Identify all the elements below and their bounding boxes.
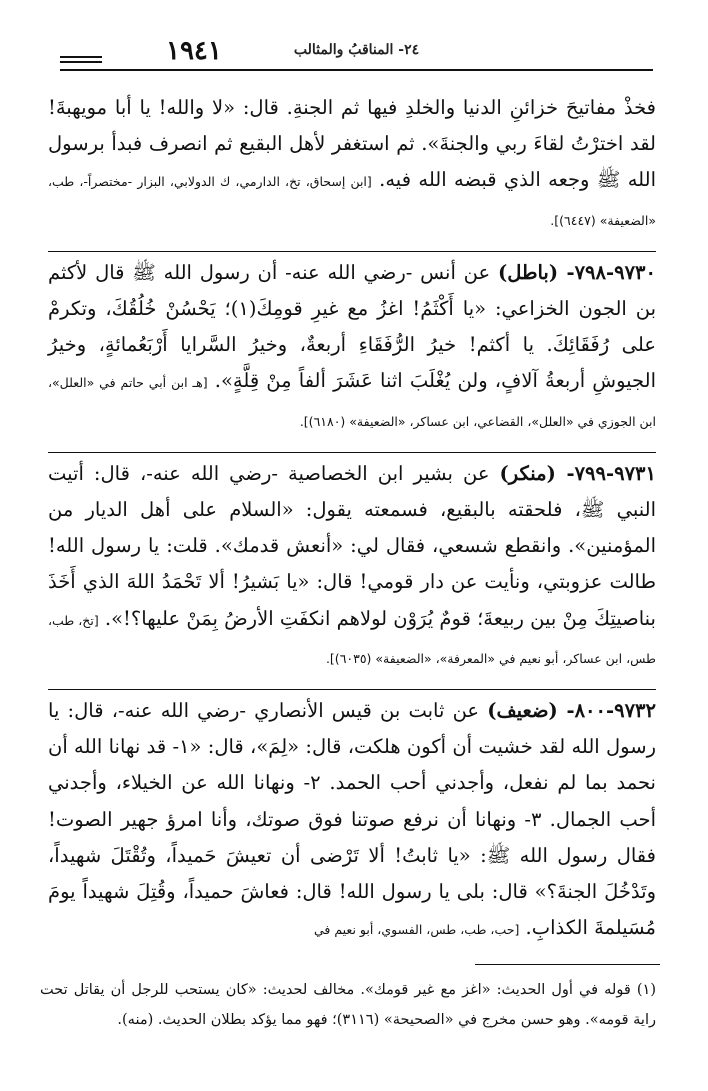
header-rule-ornament-2 (60, 61, 102, 63)
hadith-entry-9730 (48, 251, 656, 440)
hadith-heading: ٩٧٣٢-٨٠٠- (ضعيف) (487, 699, 656, 723)
running-header (60, 36, 653, 80)
header-title: ٢٤- المناقبُ والمثالب (293, 42, 420, 58)
header-rule (60, 69, 653, 71)
hadith-heading: ٩٧٣٠-٧٩٨- (باطل) (497, 260, 656, 284)
hadith-paragraph (48, 693, 656, 948)
hadith-text: عن أنس -رضي الله عنه- أن رسول الله ﷺ قال لأكثم بن الجون الخزاعي: «يا أَكْثَمُ! اغزُ مع غيرِ قومِكَ(١)؛ يَحْسُنْ خُلُقُكَ، وتكرمْ على رُفَقَائِكَ. يا أكثم! خيرُ الرُّفَقَاءِ أربعةٌ، وخيرُ السَّرايا أَرْبَعُمائةٍ، وخيرُ الجيوشِ أربعةُ آلافٍ، ولن يُغْلَبَ اثنا عَشَرَ ألفاً مِنْ قِلَّةٍ». (48, 260, 657, 393)
hadith-source: [هـ ابن أبي حاتم في «العلل»، ابن الجوزي في «العلل»، القضاعي، ابن عساكر، «الضعيفة» (٦١٨٠)]. (48, 375, 656, 429)
hadith-source: [تخ، طب، طس، ابن عساكر، أبو نعيم في «المعرفة»، «الضعيفة» (٦٠٣٥)]. (48, 612, 656, 666)
hadith-source: [حب، طب، طس، الفسوي، أبو نعيم في (313, 922, 520, 938)
footnote: (١) قوله في أول الحديث: «اغز مع غير قومك». مخالف لحديث: «كان يستحب للرجل أن يقاتل تحت راية قومه». وهو حسن مخرج في «الصحيحة» (٣١١٦)؛ فهو مما يؤكد بطلان الحديث. (منه). (40, 982, 656, 1028)
hadith-paragraph (48, 255, 656, 440)
footnote-rule (475, 964, 660, 965)
hadith-paragraph (48, 456, 656, 677)
page-number: ١٩٤١ (166, 36, 222, 66)
continuation-text: فخذْ مفاتيحَ خزائنِ الدنيا والخلدِ فيها ثم الجنةِ. قال: «لا والله! يا أبا مويهبةَ! لقد اخترْتُ لقاءَ ربي والجنةَ». ثم استغفر لأهل البقيع ثم انصرف فبدأ برسول الله ﷺ وجعه الذي قبضه الله فيه. (48, 96, 656, 192)
page-body (48, 90, 656, 948)
continuation-paragraph (48, 90, 656, 239)
hadith-entry-9731 (48, 452, 656, 677)
hadith-heading: ٩٧٣١-٧٩٩- (منكر) (499, 461, 656, 485)
continuation-source: [ابن إسحاق، تخ، الدارمي، ك الدولابي، البزار -مختصراً-، طب، «الضعيفة» (٦٤٤٧)]. (48, 174, 656, 228)
hadith-text: عن بشير ابن الخصاصية -رضي الله عنه-، قال: أتيت النبي ﷺ، فلحقته بالبقيع، فسمعته يقول: «السلام على أهل الديار من المؤمنين». وانقطع شسعي، فقال لي: «أنعش قدمك». قلت: يا رسول الله! طالت عزوبتي، ونأيت عن دار قومي! قال: «يا بَشيرُ! ألا تَحْمَدُ اللهَ الذي أَخَذَ بناصيتِكَ مِنْ بين ربيعةَ؛ قومٌ يُرَوْن لولاهم انكفَتِ الأرضُ بِمَنْ عليها؟!». (48, 461, 656, 630)
header-rule-ornament (60, 56, 102, 58)
hadith-entry-9732 (48, 689, 656, 948)
hadith-text: عن ثابت بن قيس الأنصاري -رضي الله عنه-، قال: يا رسول الله لقد خشيت أن أكون هلكت، قال: «لِمَ»، قال: «١- قد نهانا الله أن نحمد بما لم نفعل، وأجدني أحب الحمد. ٢- ونهانا الله عن الخيلاء، وأجدني أحب الجمال. ٣- ونهانا أن نرفع صوتنا فوق صوتك، وأنا امرؤ جهير الصوت! فقال رسول الله ﷺ: «يا ثابتُ! ألا تَرْضى أن تعيشَ حَميداً، وتُقْتَلَ شهيداً، وتَدْخُلَ الجنةَ؟» قال: بلى يا رسول الله! قال: فعاشَ حميداً، وقُتِلَ شهيداً يومَ مُسَيلمةَ الكذابِ. (48, 699, 656, 940)
